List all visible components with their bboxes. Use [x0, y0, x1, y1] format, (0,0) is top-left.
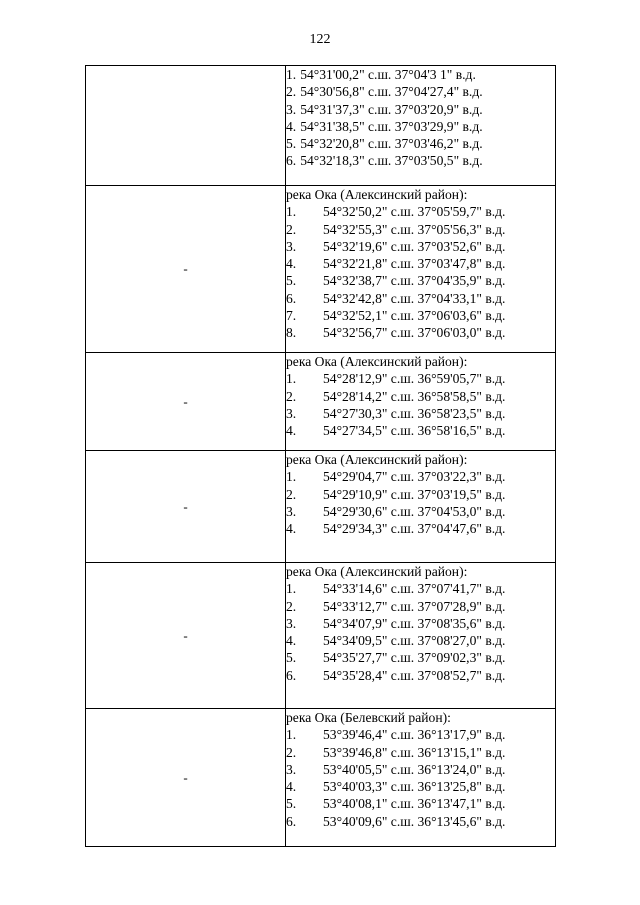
- coordinate-point: [286, 66, 555, 83]
- coordinates-cell: [286, 709, 556, 847]
- coordinate-point: [286, 307, 555, 324]
- point-number: 1.: [286, 469, 297, 485]
- point-coordinates: 54°27'34,5" с.ш. 36°58'16,5" в.д.: [323, 423, 506, 439]
- point-number: 1.: [286, 727, 297, 743]
- point-number: 2.: [286, 84, 297, 100]
- river-section-heading: река Ока (Алексинский район):: [286, 187, 468, 202]
- row-marker: -: [183, 498, 188, 514]
- point-coordinates: 54°32'56,7" с.ш. 37°06'03,0" в.д.: [323, 325, 506, 341]
- coordinate-point: [286, 649, 555, 666]
- point-number: 4.: [286, 633, 297, 649]
- point-number: 5.: [286, 650, 297, 666]
- point-number: 2.: [286, 598, 297, 614]
- coordinate-point: [286, 468, 555, 485]
- point-coordinates: 54°34'09,5" с.ш. 37°08'27,0" в.д.: [323, 633, 506, 649]
- row-marker: -: [183, 393, 188, 409]
- coordinate-point: [286, 813, 555, 830]
- point-coordinates: 53°40'05,5" с.ш. 36°13'24,0" в.д.: [323, 761, 506, 777]
- coordinate-point: [286, 203, 555, 220]
- point-coordinates: 54°35'28,4" с.ш. 37°08'52,7" в.д.: [323, 667, 506, 683]
- point-number: 8.: [286, 325, 297, 341]
- point-coordinates: 54°29'04,7" с.ш. 37°03'22,3" в.д.: [323, 469, 506, 485]
- coordinate-point: [286, 667, 555, 684]
- row-marker: -: [183, 627, 188, 643]
- point-number: 4.: [286, 521, 297, 537]
- point-coordinates: 54°32'52,1" с.ш. 37°06'03,6" в.д.: [323, 308, 506, 324]
- point-coordinates: 54°29'34,3" с.ш. 37°04'47,6" в.д.: [323, 521, 506, 537]
- point-number: 6.: [286, 667, 297, 683]
- point-number: 3.: [286, 503, 297, 519]
- point-coordinates: 54°32'19,6" с.ш. 37°03'52,6" в.д.: [323, 238, 506, 254]
- point-coordinates: 54°29'10,9" с.ш. 37°03'19,5" в.д.: [323, 486, 506, 502]
- point-coordinates: 54°31'37,3" с.ш. 37°03'20,9" в.д.: [300, 101, 483, 117]
- river-section-heading: река Ока (Алексинский район):: [286, 452, 468, 467]
- row-marker-cell: [86, 709, 286, 847]
- point-coordinates: 54°29'30,6" с.ш. 37°04'53,0" в.д.: [323, 503, 506, 519]
- river-section-heading: река Ока (Белевский район):: [286, 710, 451, 725]
- coordinate-point: [286, 83, 555, 100]
- coordinate-point: [286, 255, 555, 272]
- point-number: 2.: [286, 221, 297, 237]
- point-coordinates: 54°32'42,8" с.ш. 37°04'33,1" в.д.: [323, 290, 506, 306]
- point-coordinates: 54°32'55,3" с.ш. 37°05'56,3" в.д.: [323, 221, 506, 237]
- table-row: [86, 186, 556, 353]
- point-number: 4.: [286, 423, 297, 439]
- coordinate-point: [286, 272, 555, 289]
- table-row: [86, 66, 556, 186]
- coordinate-point: [286, 118, 555, 135]
- point-number: 5.: [286, 273, 297, 289]
- coordinate-point: [286, 778, 555, 795]
- point-coordinates: 54°33'14,6" с.ш. 37°07'41,7" в.д.: [323, 581, 506, 597]
- point-coordinates: 53°40'09,6" с.ш. 36°13'45,6" в.д.: [323, 813, 506, 829]
- coordinates-table: [85, 65, 556, 847]
- coordinate-point: [286, 422, 555, 439]
- coordinate-point: [286, 503, 555, 520]
- coordinates-cell: [286, 186, 556, 353]
- coordinate-point: [286, 370, 555, 387]
- point-number: 7.: [286, 308, 297, 324]
- coordinate-point: [286, 388, 555, 405]
- point-number: 3.: [286, 761, 297, 777]
- coordinate-point: [286, 615, 555, 632]
- river-section-heading: река Ока (Алексинский район):: [286, 564, 468, 579]
- coordinate-point: [286, 101, 555, 118]
- row-marker: -: [183, 261, 188, 276]
- coordinate-point: [286, 520, 555, 537]
- row-marker-cell: [86, 66, 286, 186]
- page-number: 122: [309, 32, 331, 47]
- point-number: 6.: [286, 153, 297, 169]
- coordinates-cell: [286, 353, 556, 451]
- coordinate-point: [286, 795, 555, 812]
- coordinate-point: [286, 152, 555, 169]
- table-row: [86, 451, 556, 563]
- point-number: 4.: [286, 256, 297, 272]
- coordinates-cell: [286, 66, 556, 186]
- row-marker-cell: [86, 186, 286, 353]
- table-row: [86, 353, 556, 451]
- coordinate-point: [286, 761, 555, 778]
- coordinates-cell: [286, 451, 556, 563]
- coordinate-point: [286, 221, 555, 238]
- point-coordinates: 54°35'27,7" с.ш. 37°09'02,3" в.д.: [323, 650, 506, 666]
- point-number: 3.: [286, 405, 297, 421]
- coordinate-point: [286, 726, 555, 743]
- point-coordinates: 54°28'14,2" с.ш. 36°58'58,5" в.д.: [323, 388, 506, 404]
- point-coordinates: 54°32'38,7" с.ш. 37°04'35,9" в.д.: [323, 273, 506, 289]
- row-marker: -: [183, 769, 188, 785]
- point-number: 1.: [286, 371, 297, 387]
- point-coordinates: 54°27'30,3" с.ш. 36°58'23,5" в.д.: [323, 405, 506, 421]
- point-coordinates: 54°32'18,3" с.ш. 37°03'50,5" в.д.: [300, 153, 483, 169]
- row-marker-cell: [86, 451, 286, 563]
- point-number: 3.: [286, 101, 297, 117]
- point-coordinates: 54°33'12,7" с.ш. 37°07'28,9" в.д.: [323, 598, 506, 614]
- point-coordinates: 54°30'56,8" с.ш. 37°04'27,4" в.д.: [300, 84, 483, 100]
- point-number: 3.: [286, 238, 297, 254]
- table-row: [86, 709, 556, 847]
- coordinate-point: [286, 238, 555, 255]
- point-number: 5.: [286, 136, 297, 152]
- coordinate-point: [286, 405, 555, 422]
- point-coordinates: 54°28'12,9" с.ш. 36°59'05,7" в.д.: [323, 371, 506, 387]
- table-row: [86, 563, 556, 709]
- coordinates-table-body: [86, 66, 556, 847]
- point-number: 5.: [286, 796, 297, 812]
- river-section-heading: река Ока (Алексинский район):: [286, 354, 468, 369]
- coordinate-point: [286, 135, 555, 152]
- point-coordinates: 54°32'21,8" с.ш. 37°03'47,8" в.д.: [323, 256, 506, 272]
- point-number: 2.: [286, 486, 297, 502]
- point-number: 2.: [286, 388, 297, 404]
- point-number: 1.: [286, 204, 297, 220]
- point-number: 4.: [286, 779, 297, 795]
- point-coordinates: 54°32'20,8" с.ш. 37°03'46,2" в.д.: [300, 136, 483, 152]
- point-number: 6.: [286, 813, 297, 829]
- point-number: 1.: [286, 67, 297, 82]
- point-coordinates: 54°31'38,5" с.ш. 37°03'29,9" в.д.: [300, 118, 483, 134]
- point-number: 1.: [286, 581, 297, 597]
- point-coordinates: 53°39'46,4" с.ш. 36°13'17,9" в.д.: [323, 727, 506, 743]
- coordinate-point: [286, 744, 555, 761]
- row-marker-cell: [86, 563, 286, 709]
- coordinate-point: [286, 324, 555, 341]
- point-number: 6.: [286, 290, 297, 306]
- point-coordinates: 54°31'00,2" с.ш. 37°04'3 1" в.д.: [300, 67, 476, 82]
- point-coordinates: 53°39'46,8" с.ш. 36°13'15,1" в.д.: [323, 744, 506, 760]
- coordinate-point: [286, 486, 555, 503]
- coordinate-point: [286, 580, 555, 597]
- coordinate-point: [286, 632, 555, 649]
- point-number: 2.: [286, 744, 297, 760]
- coordinates-cell: [286, 563, 556, 709]
- point-coordinates: 54°32'50,2" с.ш. 37°05'59,7" в.д.: [323, 204, 506, 220]
- point-coordinates: 53°40'08,1" с.ш. 36°13'47,1" в.д.: [323, 796, 506, 812]
- point-number: 3.: [286, 615, 297, 631]
- row-marker-cell: [86, 353, 286, 451]
- point-number: 4.: [286, 118, 297, 134]
- coordinate-point: [286, 290, 555, 307]
- point-coordinates: 53°40'03,3" с.ш. 36°13'25,8" в.д.: [323, 779, 506, 795]
- point-coordinates: 54°34'07,9" с.ш. 37°08'35,6" в.д.: [323, 615, 506, 631]
- coordinate-point: [286, 598, 555, 615]
